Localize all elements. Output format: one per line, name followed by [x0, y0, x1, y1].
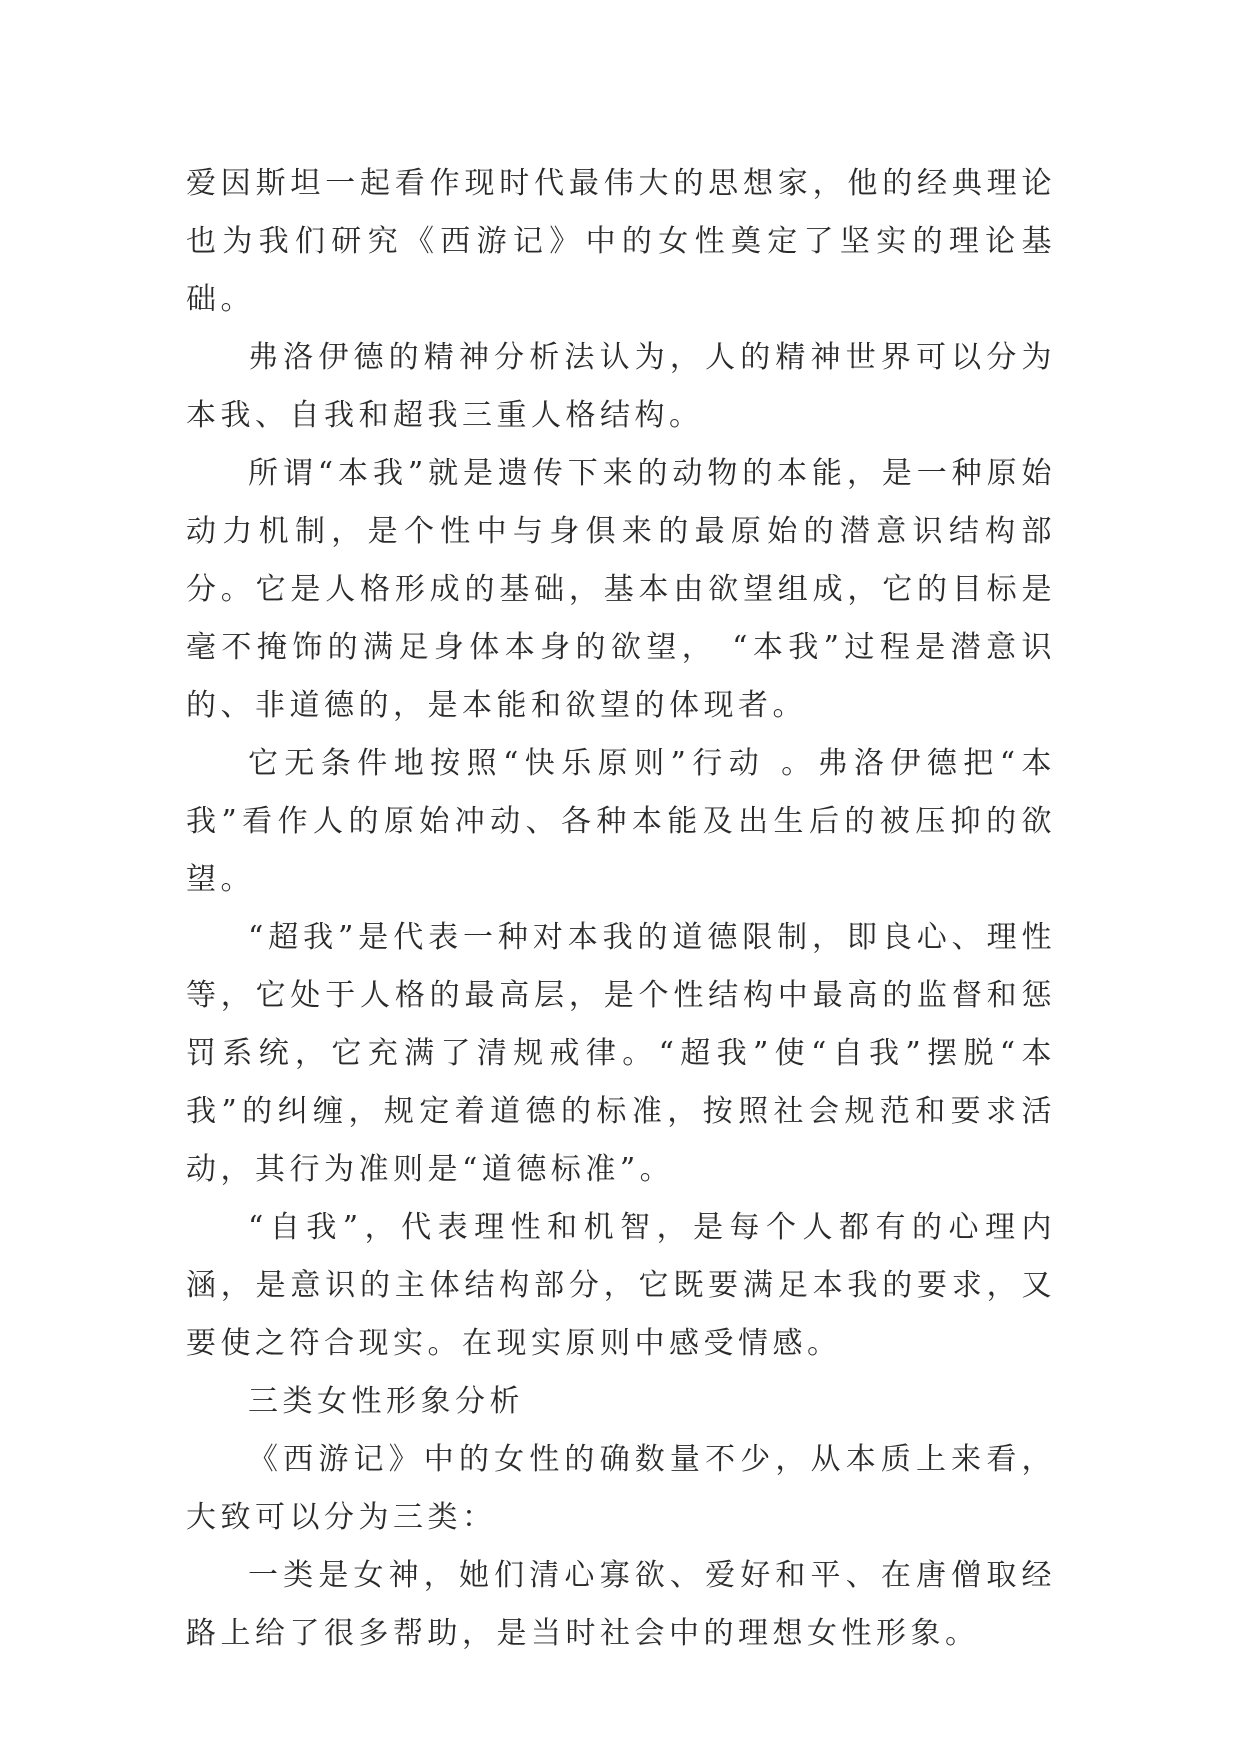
paragraph-id: 所谓“本我”就是遗传下来的动物的本能，是一种原始动力机制，是个性中与身俱来的最原始的潜意识结构部分。它是人格形成的基础，基本由欲望组成，它的目标是毫不掩饰的满足身体本身的欲望， “本我”过程是潜意识的、非道德的，是本能和欲望的体现者。 — [186, 456, 1056, 723]
paragraph-ego: “自我”，代表理性和机智，是每个人都有的心理内涵，是意识的主体结构部分，它既要满足本我的要求，又要使之符合现实。在现实原则中感受情感。 — [186, 1210, 1056, 1361]
paragraph-freud-structure: 弗洛伊德的精神分析法认为，人的精神世界可以分为本我、自我和超我三重人格结构。 — [186, 340, 1056, 433]
section-heading: 三类女性形象分析 — [248, 1384, 524, 1419]
paragraph-three-types: 《西游记》中的女性的确数量不少，从本质上来看，大致可以分为三类： — [186, 1442, 1056, 1535]
paragraph-superego: “超我”是代表一种对本我的道德限制，即良心、理性等，它处于人格的最高层，是个性结构中最高的监督和惩罚系统，它充满了清规戒律。“超我”使“自我”摆脱“本我”的纠缠，规定着道德的标准，按照社会规范和要求活动，其行为准则是“道德标准”。 — [186, 920, 1056, 1187]
body-text — [186, 155, 1056, 1663]
paragraph-pleasure-principle: 它无条件地按照“快乐原则”行动 。弗洛伊德把“本我”看作人的原始冲动、各种本能及出生后的被压抑的欲望。 — [186, 746, 1056, 897]
paragraph-goddesses: 一类是女神，她们清心寡欲、爱好和平、在唐僧取经路上给了很多帮助，是当时社会中的理想女性形象。 — [186, 1558, 1056, 1651]
paragraph-continuation: 爱因斯坦一起看作现时代最伟大的思想家，他的经典理论也为我们研究《西游记》中的女性奠定了坚实的理论基础。 — [186, 166, 1056, 317]
